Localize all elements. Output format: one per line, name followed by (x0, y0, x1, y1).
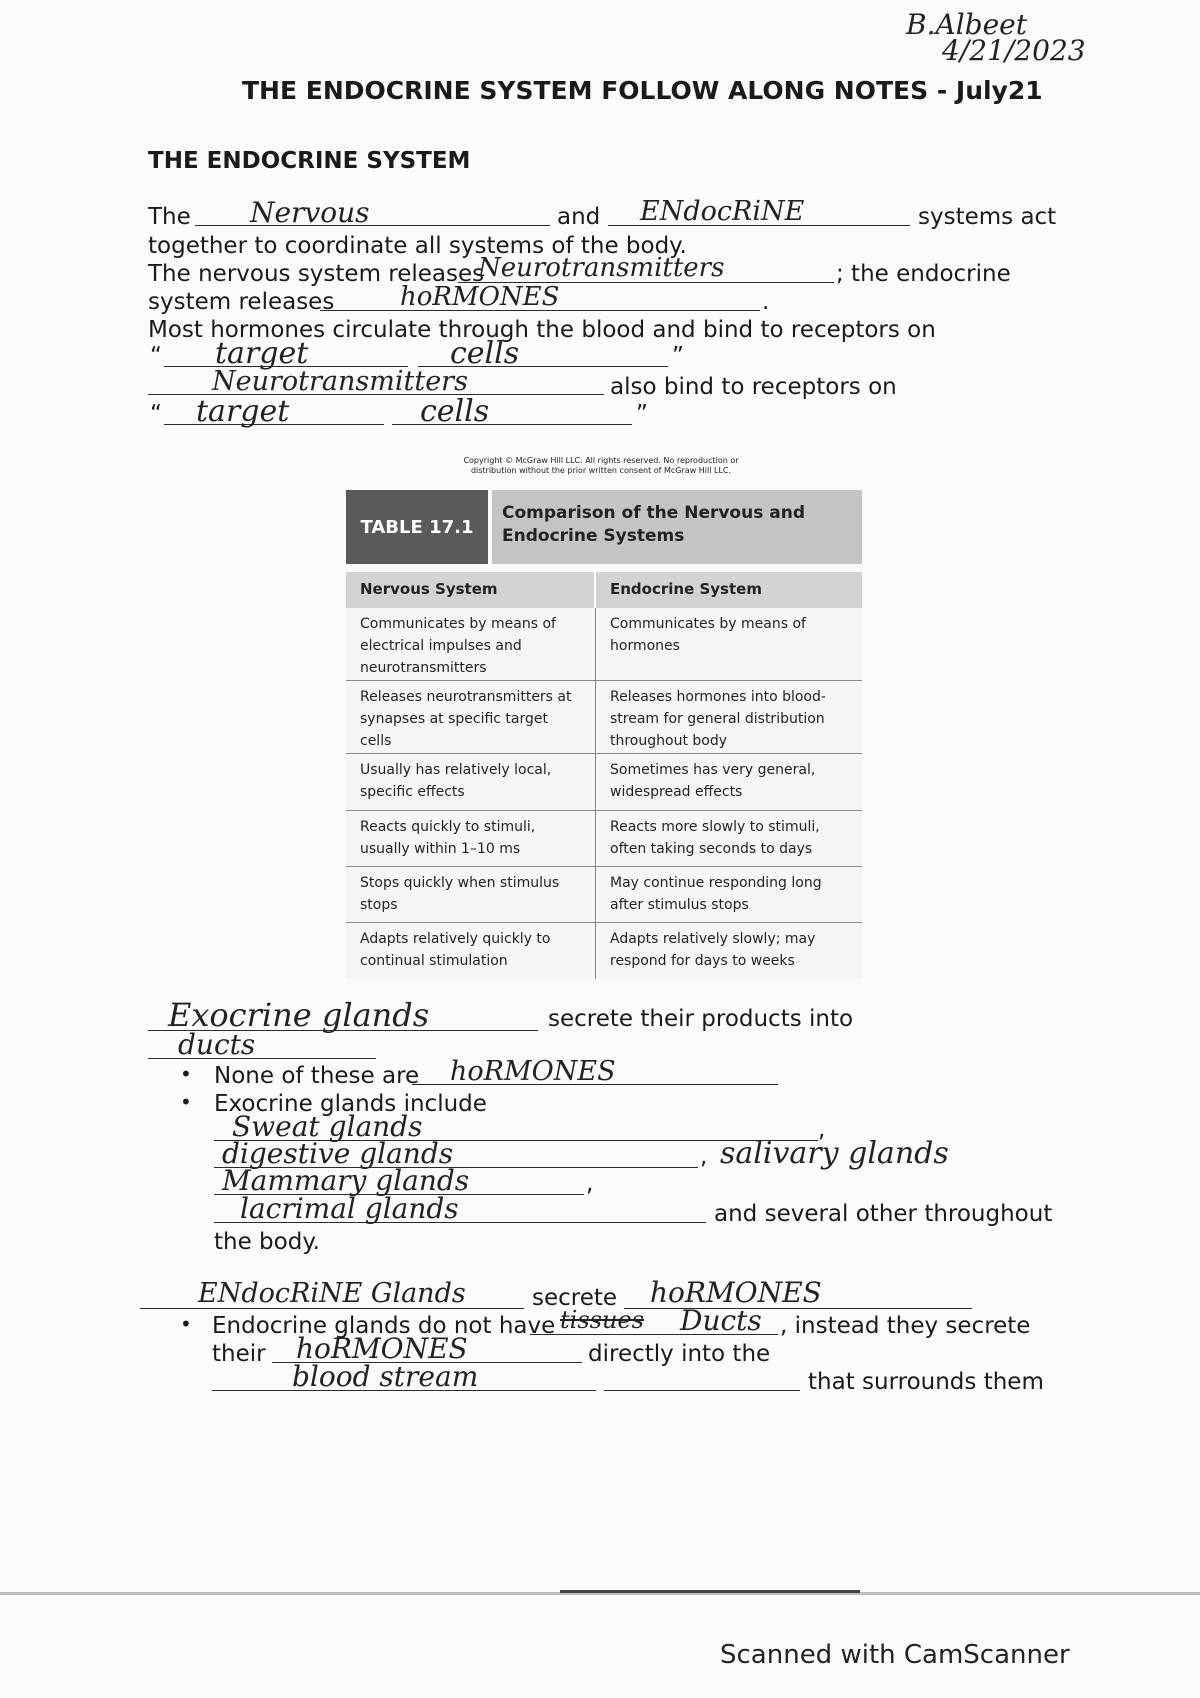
answer-sweat-glands: Sweat glands (232, 1110, 423, 1143)
answer-hormones-3: hoRMONES (650, 1276, 822, 1309)
signature-name: B.Albeet (906, 8, 1027, 41)
answer-ducts-2: Ducts (680, 1304, 762, 1337)
table-cell: Stops quickly when stimulus stops (346, 867, 596, 922)
para1-line1-and: and (557, 204, 601, 230)
blank-line (195, 225, 550, 226)
answer-cells-2: cells (420, 394, 490, 429)
table-cell: Communicates by means of hormones (610, 616, 806, 654)
quote-open-2: “ (150, 401, 162, 427)
bullet: • (180, 1062, 192, 1086)
table-body (346, 608, 862, 979)
table-row (346, 867, 862, 923)
answer-salivary-glands: salivary glands (720, 1136, 949, 1171)
para1-line4-end: . (762, 289, 770, 315)
endocrine-bullet1-start: Endocrine glands do not have (212, 1313, 556, 1339)
answer-blood-stream: blood stream (292, 1360, 479, 1393)
answer-digestive-glands: digestive glands (222, 1137, 454, 1170)
exocrine-line1: secrete their products into (548, 1006, 854, 1032)
answer-exocrine-glands: Exocrine glands (168, 996, 430, 1034)
answer-mammary-glands: Mammary glands (222, 1164, 470, 1197)
table-row (346, 923, 862, 979)
endocrine-bullet1-end: , instead they secrete (780, 1313, 1031, 1339)
comma: , (700, 1144, 708, 1170)
table-cell: Reacts more slowly to stimuli, often taking seconds to days (610, 819, 820, 857)
table-cell: Communicates by means of electrical impulses and neurotransmitters (346, 608, 596, 680)
exocrine-bullet1: None of these are (214, 1063, 420, 1089)
comma: , (586, 1171, 594, 1197)
table-row (346, 608, 862, 681)
para1-line3-start: The nervous system releases (148, 261, 485, 287)
table-cell: Usually has relatively local, specific effects (346, 754, 596, 810)
bullet: • (180, 1090, 192, 1114)
answer-lacrimal-glands: lacrimal glands (240, 1192, 459, 1225)
table-title: Comparison of the Nervous and Endocrine Systems (492, 490, 862, 564)
para1-line2: together to coordinate all systems of the body. (148, 233, 687, 259)
para1-line7-end: also bind to receptors on (610, 374, 897, 400)
signature-date: 4/21/2023 (942, 34, 1086, 67)
exocrine-bullet2: Exocrine glands include (214, 1091, 487, 1117)
exocrine-line-body: the body. (214, 1229, 320, 1255)
para1-line4-start: system releases (148, 289, 335, 315)
answer-hormones-2: hoRMONES (450, 1056, 616, 1087)
table-row (346, 811, 862, 867)
column-header-nervous: Nervous System (346, 572, 596, 608)
endocrine-bullet2-end: directly into the (588, 1341, 771, 1367)
section-heading: THE ENDOCRINE SYSTEM (148, 148, 471, 174)
table-column-headers (346, 572, 862, 608)
page-edge-shadow (560, 1590, 860, 1593)
table-header (346, 490, 862, 564)
quote-open: “ (150, 343, 162, 369)
answer-cells-1: cells (450, 336, 520, 371)
table-row (346, 681, 862, 754)
answer-endocrine: ENdocRiNE (640, 196, 805, 227)
quote-close-2: ” (636, 401, 648, 427)
answer-hormones-4: hoRMONES (296, 1332, 468, 1365)
quote-close: ” (672, 343, 684, 369)
table-cell: Releases neurotransmitters at synapses at specific target cells (346, 681, 596, 753)
answer-hormones: hoRMONES (400, 282, 560, 312)
table-cell: Sometimes has very general, widespread effects (610, 762, 816, 800)
endocrine-bullet2-start: their (212, 1341, 266, 1367)
comma: , (818, 1117, 826, 1143)
para1-line3-end: ; the endocrine (836, 261, 1011, 287)
endocrine-line-surrounds: that surrounds them (808, 1369, 1044, 1395)
para1-line1-start: The (148, 204, 191, 230)
blank-line (604, 1390, 800, 1391)
answer-tissues-crossed: tissues (560, 1306, 644, 1334)
table-cell: Adapts relatively quickly to continual stimulation (346, 923, 596, 979)
table-cell: Adapts relatively slowly; may respond for days to weeks (610, 931, 816, 969)
column-header-endocrine: Endocrine System (610, 580, 762, 598)
answer-ducts: ducts (178, 1028, 256, 1061)
answer-target-2: target (196, 394, 290, 429)
answer-neurotransmitters-2: Neurotransmitters (212, 366, 468, 397)
copyright-notice: Copyright © McGraw Hill LLC. All rights reserved. No reproduction or distribution without the prior written consent of McGraw Hill LLC. (463, 456, 739, 475)
para1-line1-end: systems act (918, 204, 1057, 230)
bullet: • (180, 1312, 192, 1336)
exocrine-line-several: and several other throughout (714, 1201, 1053, 1227)
table-cell: Releases hormones into blood-stream for general distribution throughout body (610, 689, 826, 749)
table-number: TABLE 17.1 (346, 490, 488, 564)
table-cell: Reacts quickly to stimuli, usually within 1–10 ms (346, 811, 596, 866)
scanner-watermark: Scanned with CamScanner (720, 1640, 1070, 1670)
answer-endocrine-glands: ENdocRiNE Glands (198, 1278, 466, 1309)
comparison-table (346, 490, 862, 979)
table-cell: May continue responding long after stimulus stops (610, 875, 822, 913)
answer-target-1: target (215, 336, 309, 371)
table-row (346, 754, 862, 811)
endocrine-line1: secrete (532, 1285, 618, 1311)
answer-neurotransmitters: Neurotransmitters (478, 253, 725, 283)
answer-nervous: Nervous (250, 196, 370, 229)
page-title: THE ENDOCRINE SYSTEM FOLLOW ALONG NOTES - July21 (242, 76, 1043, 105)
para1-line5: Most hormones circulate through the blood and bind to receptors on (148, 317, 936, 343)
